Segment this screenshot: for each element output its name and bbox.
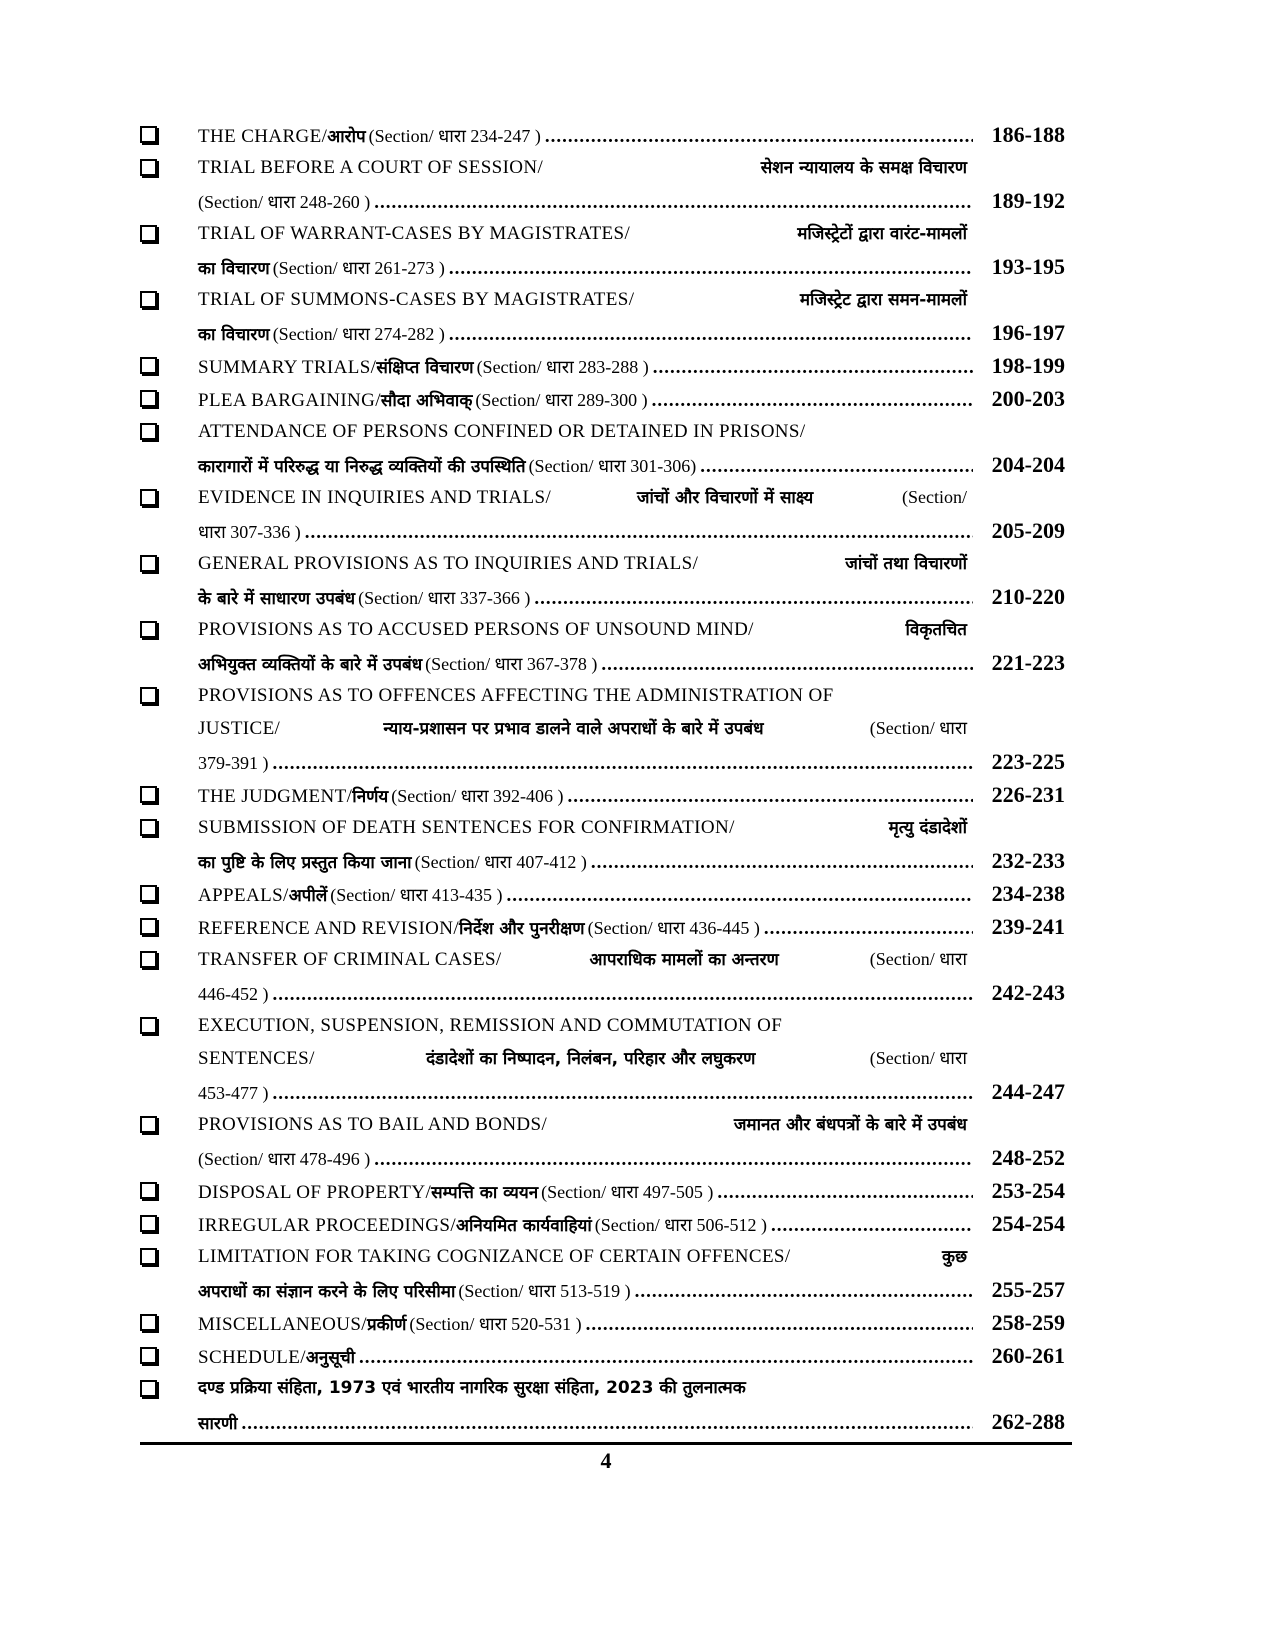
entry-title-hindi: सौदा अभिवाक् bbox=[380, 391, 473, 411]
entry-title-english: TRANSFER OF CRIMINAL CASES/ bbox=[198, 949, 502, 970]
entry-section-range: (Section/ धारा 248-260 ) bbox=[198, 192, 371, 212]
checkbox-icon bbox=[140, 1347, 157, 1364]
toc-entry-line bbox=[198, 1009, 1065, 1042]
toc-entry-line bbox=[198, 1108, 1065, 1141]
entry-title-english: SUBMISSION OF DEATH SENTENCES FOR CONFIRMATION/ bbox=[198, 817, 735, 838]
toc-entry-line bbox=[198, 712, 1065, 745]
checkbox-icon bbox=[140, 291, 157, 308]
entry-section-range: (Section/ धारा 497-505 ) bbox=[541, 1182, 714, 1202]
entry-section-range: 379-391 ) bbox=[198, 753, 269, 773]
entry-title-english: SENTENCES/ bbox=[198, 1048, 315, 1069]
checkbox-icon bbox=[140, 1380, 157, 1397]
entry-title-hindi: मृत्यु दंडादेशों bbox=[888, 818, 967, 838]
toc-entry-line bbox=[198, 679, 1065, 712]
checkbox-icon bbox=[140, 1215, 157, 1232]
checkbox-icon bbox=[140, 555, 157, 572]
checkbox-icon bbox=[140, 159, 157, 176]
toc-entry-line bbox=[198, 1372, 1065, 1405]
entry-title-english: TRIAL OF WARRANT-CASES BY MAGISTRATES/ bbox=[198, 223, 631, 244]
toc-entry-line bbox=[198, 646, 1065, 679]
entry-page-range: 255-257 bbox=[991, 1277, 1065, 1302]
toc-entry-line bbox=[198, 547, 1065, 580]
entry-title-english: REFERENCE AND REVISION/ bbox=[198, 918, 460, 939]
checkbox-icon bbox=[140, 423, 157, 440]
leader-dots bbox=[449, 318, 973, 351]
checkbox-icon bbox=[140, 951, 157, 968]
page-number: 4 bbox=[600, 1448, 612, 1473]
toc-entry-line bbox=[198, 976, 1065, 1009]
entry-title-hindi: अनियमित कार्यवाहियां bbox=[456, 1216, 592, 1236]
toc-entry-line bbox=[198, 1207, 1065, 1240]
entry-title-hindi: अपीलें bbox=[288, 886, 328, 906]
entry-section-range: (Section/ bbox=[901, 487, 967, 507]
entry-section-range: (Section/ धारा 506-512 ) bbox=[594, 1215, 767, 1235]
entry-title-hindi: विकृतचित bbox=[905, 620, 967, 640]
entry-page-range: 198-199 bbox=[991, 353, 1065, 378]
entry-title-hindi: दंडादेशों का निष्पादन, निलंबन, परिहार और लघुकरण bbox=[426, 1049, 756, 1069]
entry-title-hindi: जांचों तथा विचारणों bbox=[845, 554, 967, 574]
entry-title-hindi: मजिस्ट्रेट द्वारा समन-मामलों bbox=[799, 290, 967, 310]
leader-dots bbox=[374, 1143, 973, 1176]
leader-dots bbox=[305, 516, 973, 549]
toc-entry[interactable] bbox=[140, 1339, 1065, 1372]
entry-page-range: 232-233 bbox=[991, 848, 1065, 873]
entry-page-range: 223-225 bbox=[991, 749, 1065, 774]
entry-page-range: 260-261 bbox=[991, 1343, 1065, 1368]
toc-entry-line bbox=[198, 1042, 1065, 1075]
entry-title-hindi: आपराधिक मामलों का अन्तरण bbox=[589, 950, 779, 970]
entry-section-range: (Section/ धारा bbox=[869, 1048, 967, 1068]
entry-section-range: (Section/ धारा 392-406 ) bbox=[391, 786, 564, 806]
entry-title-hindi: के बारे में साधारण उपबंध bbox=[198, 589, 356, 609]
entry-title-english: TRIAL BEFORE A COURT OF SESSION/ bbox=[198, 157, 544, 178]
entry-title-hindi: का विचारण bbox=[198, 259, 270, 279]
toc-entry[interactable] bbox=[140, 811, 1065, 877]
entry-section-range: (Section/ धारा 520-531 ) bbox=[409, 1314, 582, 1334]
checkbox-icon bbox=[140, 1314, 157, 1331]
entry-page-range: 234-238 bbox=[991, 881, 1065, 906]
entry-title-english: DISPOSAL OF PROPERTY/ bbox=[198, 1182, 432, 1203]
entry-section-range: (Section/ धारा bbox=[869, 718, 967, 738]
entry-title-english: PLEA BARGAINING/ bbox=[198, 390, 381, 411]
entry-title-hindi: अनुसूची bbox=[305, 1348, 356, 1368]
entry-title-english: THE JUDGMENT/ bbox=[198, 786, 353, 807]
entry-section-range: (Section/ धारा 436-445 ) bbox=[587, 918, 760, 938]
entry-section-range: (Section/ धारा 407-412 ) bbox=[414, 852, 587, 872]
toc-entry[interactable] bbox=[140, 118, 1065, 151]
checkbox-icon bbox=[140, 126, 157, 143]
entry-page-range: 253-254 bbox=[991, 1178, 1065, 1203]
entry-title-english: PROVISIONS AS TO OFFENCES AFFECTING THE ADMINISTRATION OF bbox=[198, 685, 834, 706]
toc-entry-line bbox=[198, 580, 1065, 613]
entry-title-english: GENERAL PROVISIONS AS TO INQUIRIES AND TRIALS/ bbox=[198, 553, 699, 574]
entry-page-range: 205-209 bbox=[991, 518, 1065, 543]
toc-entry-line bbox=[198, 481, 1065, 514]
toc-entry-line bbox=[198, 1405, 1065, 1438]
leader-dots bbox=[242, 1407, 973, 1440]
entry-title-english: PROVISIONS AS TO ACCUSED PERSONS OF UNSOUND MIND/ bbox=[198, 619, 754, 640]
entry-title-hindi: का विचारण bbox=[198, 325, 270, 345]
leader-dots bbox=[374, 186, 973, 219]
checkbox-icon bbox=[140, 786, 157, 803]
entry-page-range: 210-220 bbox=[991, 584, 1065, 609]
checkbox-icon bbox=[140, 1182, 157, 1199]
leader-dots bbox=[591, 846, 973, 879]
entry-title-english: EXECUTION, SUSPENSION, REMISSION AND COMMUTATION OF bbox=[198, 1015, 783, 1036]
toc-entry[interactable] bbox=[140, 1306, 1065, 1339]
toc-entry-line bbox=[198, 943, 1065, 976]
checkbox-icon bbox=[140, 918, 157, 935]
toc-entry-line bbox=[198, 910, 1065, 943]
toc-entry-line bbox=[198, 877, 1065, 910]
entry-section-range: (Section/ धारा 289-300 ) bbox=[475, 390, 648, 410]
entry-title-hindi: मजिस्ट्रेटों द्वारा वारंट-मामलों bbox=[797, 224, 967, 244]
entry-section-range: धारा 307-336 ) bbox=[198, 522, 301, 542]
entry-title-hindi: जांचों और विचारणों में साक्ष्य bbox=[636, 488, 814, 508]
toc-entry[interactable] bbox=[140, 778, 1065, 811]
toc-entry-line bbox=[198, 1306, 1065, 1339]
entry-title-hindi: निर्देश और पुनरीक्षण bbox=[459, 919, 585, 939]
entry-title-hindi: अपराधों का संज्ञान करने के लिए परिसीमा bbox=[198, 1282, 456, 1302]
leader-dots bbox=[652, 384, 973, 417]
entry-title-english: EVIDENCE IN INQUIRIES AND TRIALS/ bbox=[198, 487, 552, 508]
leader-dots bbox=[717, 1176, 973, 1209]
entry-page-range: 248-252 bbox=[991, 1145, 1065, 1170]
toc-entry-line bbox=[198, 844, 1065, 877]
entry-title-hindi: का पुष्टि के लिए प्रस्तुत किया जाना bbox=[198, 853, 412, 873]
toc-entry-line bbox=[198, 811, 1065, 844]
toc-entry[interactable] bbox=[140, 1108, 1065, 1174]
toc-entry-line bbox=[198, 745, 1065, 778]
toc-entry-line bbox=[198, 1141, 1065, 1174]
toc-entry[interactable] bbox=[140, 679, 1065, 778]
checkbox-icon bbox=[140, 489, 157, 506]
table-of-contents bbox=[140, 118, 1065, 1438]
toc-entry-line bbox=[198, 1273, 1065, 1306]
toc-entry[interactable] bbox=[140, 1240, 1065, 1306]
toc-entry-line bbox=[198, 151, 1065, 184]
entry-page-range: 258-259 bbox=[991, 1310, 1065, 1335]
toc-entry[interactable] bbox=[140, 1174, 1065, 1207]
entry-section-range: 446-452 ) bbox=[198, 984, 269, 1004]
toc-entry-line bbox=[198, 778, 1065, 811]
leader-dots bbox=[359, 1341, 973, 1374]
leader-dots bbox=[586, 1308, 973, 1341]
entry-page-range: 244-247 bbox=[991, 1079, 1065, 1104]
entry-page-range: 200-203 bbox=[991, 386, 1065, 411]
toc-entry[interactable] bbox=[140, 283, 1065, 349]
leader-dots bbox=[568, 780, 973, 813]
checkbox-icon bbox=[140, 1116, 157, 1133]
leader-dots bbox=[764, 912, 973, 945]
toc-entry-line bbox=[198, 1174, 1065, 1207]
toc-entry[interactable] bbox=[140, 943, 1065, 1009]
checkbox-icon bbox=[140, 390, 157, 407]
leader-dots bbox=[534, 582, 973, 615]
toc-entry[interactable] bbox=[140, 1009, 1065, 1108]
checkbox-icon bbox=[140, 885, 157, 902]
entry-section-range: (Section/ धारा 367-378 ) bbox=[425, 654, 598, 674]
checkbox-icon bbox=[140, 1248, 157, 1265]
entry-title-hindi: कारागारों में परिरुद्ध या निरुद्ध व्यक्तियों की उपस्थिति bbox=[198, 457, 526, 477]
entry-section-range: (Section/ धारा 234-247 ) bbox=[368, 126, 541, 146]
toc-entry[interactable] bbox=[140, 481, 1065, 547]
toc-entry[interactable] bbox=[140, 1207, 1065, 1240]
toc-entry-line bbox=[198, 1240, 1065, 1273]
leader-dots bbox=[653, 351, 973, 384]
toc-entry-line bbox=[198, 250, 1065, 283]
checkbox-icon bbox=[140, 357, 157, 374]
toc-entry[interactable] bbox=[140, 382, 1065, 415]
entry-title-hindi: आरोप bbox=[327, 127, 366, 147]
entry-section-range: (Section/ धारा 337-366 ) bbox=[358, 588, 531, 608]
leader-dots bbox=[273, 1077, 974, 1110]
leader-dots bbox=[545, 120, 973, 153]
entry-page-range: 196-197 bbox=[991, 320, 1065, 345]
leader-dots bbox=[273, 747, 974, 780]
entry-title-english: SCHEDULE/ bbox=[198, 1347, 306, 1368]
entry-title-english: APPEALS/ bbox=[198, 885, 289, 906]
entry-title-hindi: प्रकीर्ण bbox=[366, 1315, 407, 1335]
entry-title-hindi: अभियुक्त व्यक्तियों के बारे में उपबंध bbox=[198, 655, 423, 675]
entry-title-english: TRIAL OF SUMMONS-CASES BY MAGISTRATES/ bbox=[198, 289, 635, 310]
toc-entry[interactable] bbox=[140, 910, 1065, 943]
checkbox-icon bbox=[140, 687, 157, 704]
entry-title-hindi: सारणी bbox=[198, 1414, 238, 1434]
entry-section-range: (Section/ धारा 478-496 ) bbox=[198, 1149, 371, 1169]
toc-entry-line bbox=[198, 382, 1065, 415]
entry-title-hindi: दण्ड प्रक्रिया संहिता, 1973 एवं भारतीय नागरिक सुरक्षा संहिता, 2023 की तुलनात्मक bbox=[198, 1378, 746, 1398]
toc-entry-line bbox=[198, 613, 1065, 646]
leader-dots bbox=[507, 879, 974, 912]
toc-entry-line bbox=[198, 514, 1065, 547]
toc-entry-line bbox=[198, 415, 1065, 448]
toc-entry-line bbox=[198, 118, 1065, 151]
entry-page-range: 204-204 bbox=[991, 452, 1065, 477]
entry-title-hindi: संक्षिप्त विचारण bbox=[376, 358, 474, 378]
entry-page-range: 189-192 bbox=[991, 188, 1065, 213]
toc-entry-line bbox=[198, 316, 1065, 349]
leader-dots bbox=[635, 1275, 973, 1308]
entry-page-range: 254-254 bbox=[991, 1211, 1065, 1236]
entry-title-english: MISCELLANEOUS/ bbox=[198, 1314, 367, 1335]
toc-entry-line bbox=[198, 1339, 1065, 1372]
entry-page-range: 221-223 bbox=[991, 650, 1065, 675]
leader-dots bbox=[771, 1209, 973, 1242]
toc-entry[interactable] bbox=[140, 877, 1065, 910]
entry-section-range: (Section/ धारा 301-306) bbox=[528, 456, 697, 476]
checkbox-icon bbox=[140, 225, 157, 242]
entry-page-range: 193-195 bbox=[991, 254, 1065, 279]
entry-title-hindi: जमानत और बंधपत्रों के बारे में उपबंध bbox=[733, 1115, 967, 1135]
leader-dots bbox=[601, 648, 973, 681]
entry-title-english: JUSTICE/ bbox=[198, 718, 281, 739]
leader-dots bbox=[273, 978, 974, 1011]
toc-entry[interactable] bbox=[140, 349, 1065, 382]
toc-entry-line bbox=[198, 283, 1065, 316]
toc-entry-line bbox=[198, 184, 1065, 217]
entry-title-english: SUMMARY TRIALS/ bbox=[198, 357, 377, 378]
toc-entry[interactable] bbox=[140, 415, 1065, 481]
toc-entry-line bbox=[198, 349, 1065, 382]
entry-page-range: 226-231 bbox=[991, 782, 1065, 807]
checkbox-icon bbox=[140, 1017, 157, 1034]
toc-entry-line bbox=[198, 1075, 1065, 1108]
entry-title-hindi: कुछ bbox=[942, 1247, 967, 1267]
entry-title-hindi: सेशन न्यायालय के समक्ष विचारण bbox=[760, 158, 967, 178]
toc-entry[interactable] bbox=[140, 151, 1065, 217]
entry-section-range: (Section/ धारा bbox=[869, 949, 967, 969]
entry-section-range: 453-477 ) bbox=[198, 1083, 269, 1103]
toc-entry-line bbox=[198, 448, 1065, 481]
toc-entry[interactable] bbox=[140, 547, 1065, 613]
entry-title-english: THE CHARGE/ bbox=[198, 126, 328, 147]
entry-section-range: (Section/ धारा 413-435 ) bbox=[330, 885, 503, 905]
entry-section-range: (Section/ धारा 513-519 ) bbox=[458, 1281, 631, 1301]
checkbox-icon bbox=[140, 621, 157, 638]
entry-title-english: PROVISIONS AS TO BAIL AND BONDS/ bbox=[198, 1114, 548, 1135]
entry-title-hindi: न्याय-प्रशासन पर प्रभाव डालने वाले अपराधों के बारे में उपबंध bbox=[383, 719, 764, 739]
entry-page-range: 239-241 bbox=[991, 914, 1065, 939]
checkbox-icon bbox=[140, 819, 157, 836]
toc-entry-line bbox=[198, 217, 1065, 250]
entry-title-english: LIMITATION FOR TAKING COGNIZANCE OF CERTAIN OFFENCES/ bbox=[198, 1246, 791, 1267]
leader-dots bbox=[449, 252, 973, 285]
leader-dots bbox=[700, 450, 973, 483]
entry-section-range: (Section/ धारा 283-288 ) bbox=[476, 357, 649, 377]
entry-title-english: ATTENDANCE OF PERSONS CONFINED OR DETAINED IN PRISONS/ bbox=[198, 421, 806, 442]
footer-divider bbox=[140, 1442, 1072, 1445]
toc-entry[interactable] bbox=[140, 217, 1065, 283]
entry-page-range: 242-243 bbox=[991, 980, 1065, 1005]
entry-page-range: 186-188 bbox=[991, 122, 1065, 147]
entry-section-range: (Section/ धारा 274-282 ) bbox=[272, 324, 445, 344]
entry-section-range: (Section/ धारा 261-273 ) bbox=[272, 258, 445, 278]
toc-entry[interactable] bbox=[140, 613, 1065, 679]
entry-title-hindi: सम्पत्ति का व्ययन bbox=[431, 1183, 539, 1203]
toc-entry[interactable] bbox=[140, 1372, 1065, 1438]
entry-page-range: 262-288 bbox=[991, 1409, 1065, 1434]
entry-title-english: IRREGULAR PROCEEDINGS/ bbox=[198, 1215, 457, 1236]
entry-title-hindi: निर्णय bbox=[352, 787, 389, 807]
